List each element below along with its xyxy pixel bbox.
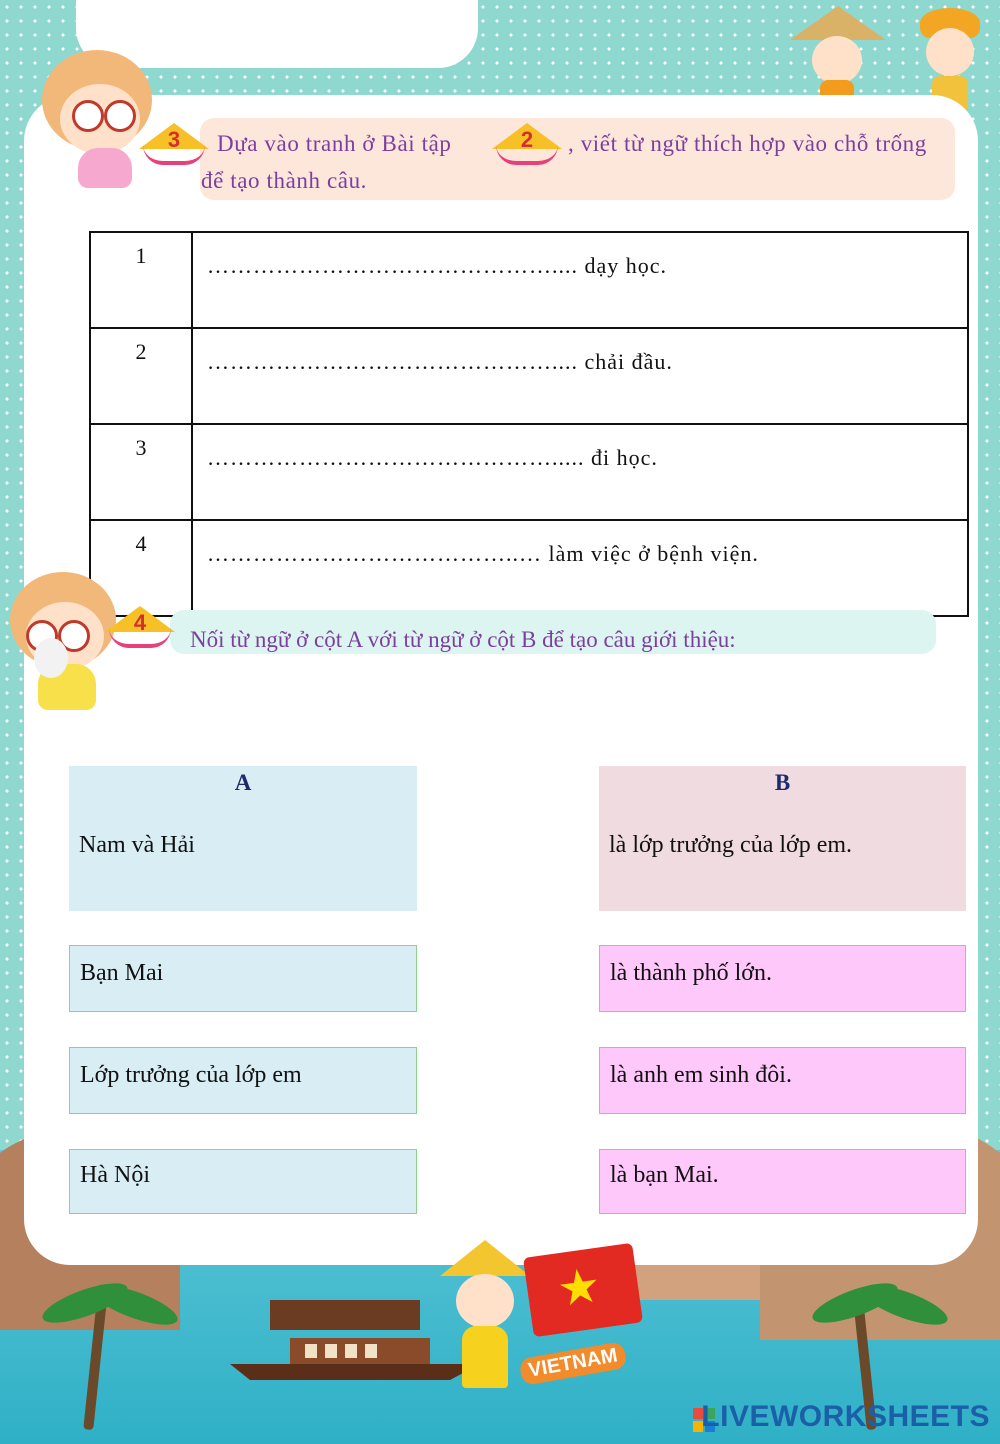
girl-with-cat-mascot-icon [4,568,134,723]
vietnam-banner: VIETNAM [518,1341,627,1386]
liveworksheets-logo: LIVEWORKSHEETS [701,1400,990,1433]
exercise-3-badge [139,123,209,159]
column-b-header-box [599,766,966,911]
fill-in-table [89,231,969,617]
column-b-item[interactable]: là thành phố lớn. [610,960,772,986]
column-a-header: A [234,770,252,795]
exercise-3-instruction-line2: để tạo thành câu. [201,168,368,193]
column-b-item[interactable]: là lớp trưởng của lớp em. [609,832,853,858]
column-b-item-box[interactable] [599,945,966,1012]
column-a-item[interactable]: Hà Nội [80,1162,150,1188]
column-b-item-box[interactable] [599,1047,966,1114]
exercise-3-instruction-part1: Dựa vào tranh ở Bài tập [217,131,452,156]
column-b-header: B [774,770,791,795]
vietnam-flag-icon: ★ [523,1243,643,1338]
exercise-4-number: 4 [133,610,147,635]
row-number: 2 [90,328,192,424]
fill-in-sentence[interactable]: …………………………………..… làm việc ở bệnh viện. [192,520,968,616]
fill-in-sentence[interactable]: ……………………………………….... dạy học. [192,232,968,328]
column-a-item[interactable]: Lớp trưởng của lớp em [80,1062,302,1088]
row-number: 3 [90,424,192,520]
row-number: 1 [90,232,192,328]
column-b-item[interactable]: là bạn Mai. [610,1162,719,1188]
table-row [90,424,968,520]
fill-in-sentence[interactable]: ……………………………………….... chải đầu. [192,328,968,424]
girl-non-la-mascot-icon [440,1240,530,1390]
column-a-item-box[interactable] [69,1149,417,1214]
table-row [90,232,968,328]
exercise-3-instruction-part2: , viết từ ngữ thích hợp vào chỗ trống [568,131,927,156]
column-a-header-box [69,766,417,911]
column-a-item-box[interactable] [69,945,417,1012]
exercise-3-number: 3 [167,127,181,152]
column-b-item-box[interactable] [599,1149,966,1214]
girl-mascot-icon [32,44,162,194]
exercise-reference-number: 2 [520,127,534,152]
row-number: 4 [90,520,192,616]
column-a-item[interactable]: Bạn Mai [80,960,164,986]
vietnamese-couple-illustration [790,0,990,110]
exercise-4-badge [105,606,175,642]
exercise-4-instruction: Nối từ ngữ ở cột A với từ ngữ ở cột B để tạo câu giới thiệu: [190,627,736,652]
column-b-item[interactable]: là anh em sinh đôi. [610,1062,792,1088]
table-row [90,328,968,424]
table-row [90,520,968,616]
column-a-item[interactable]: Nam và Hải [79,832,195,858]
column-a-item-box[interactable] [69,1047,417,1114]
exercise-reference-badge [492,123,562,159]
fill-in-sentence[interactable]: ………………………………………..... đi học. [192,424,968,520]
